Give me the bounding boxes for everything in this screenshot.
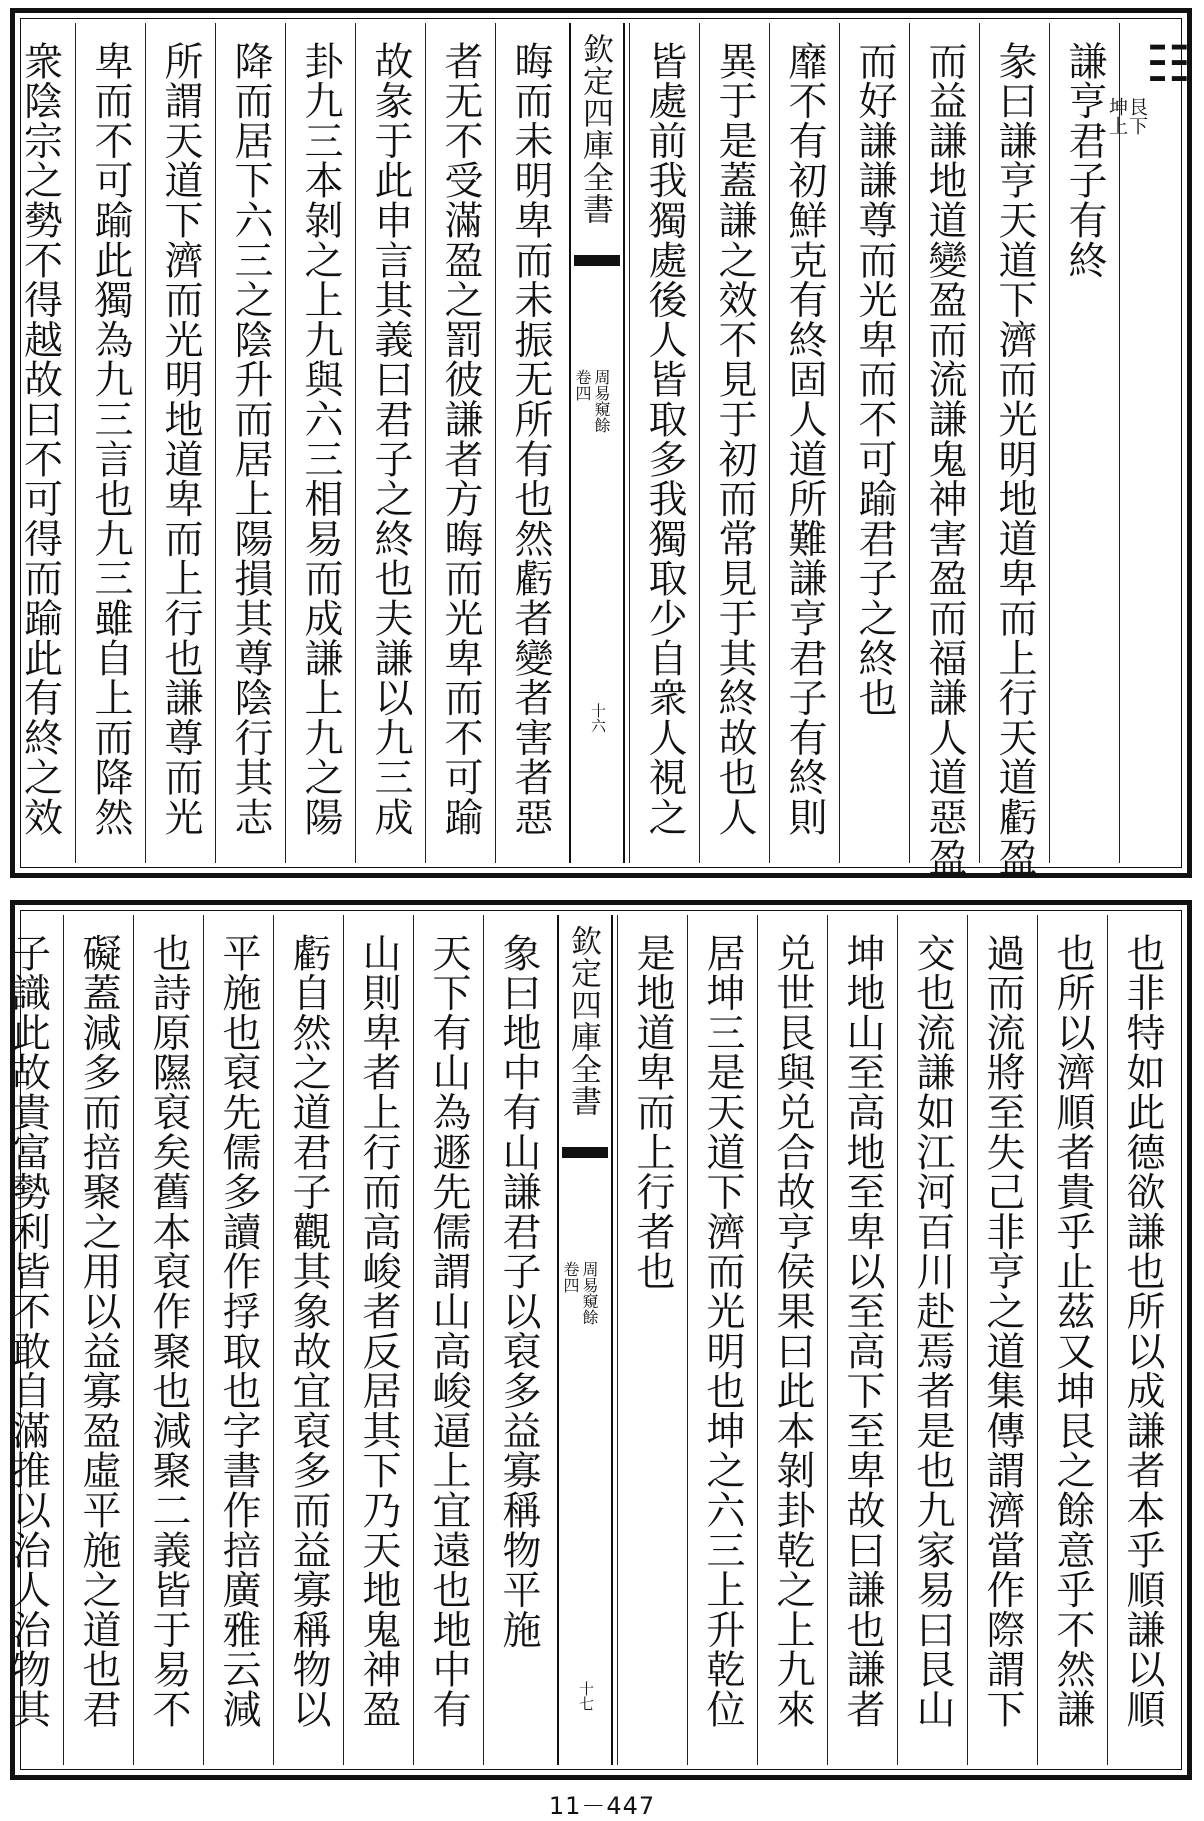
text-line: 晦而未明卑而未振无所有也然虧者變者害者惡 xyxy=(508,41,553,837)
juan-number: 卷四 xyxy=(561,1261,580,1293)
text-column xyxy=(967,915,1037,1765)
text-line: 也詩原隰裒矣舊本裒作聚也減聚二義皆于易不 xyxy=(146,933,191,1729)
text-line: 也非特如此德欲謙也所以成謙者本乎順謙以順 xyxy=(1120,933,1165,1729)
folio-number: 十七 xyxy=(577,1681,595,1711)
hexagram-lower-trigram: 艮下 xyxy=(1126,97,1149,135)
text-line: 居坤三是天道下濟而光明也坤之六三上升乾位 xyxy=(700,933,745,1729)
text-line: 者无不受滿盈之罰彼謙者方晦而光卑而不可踰 xyxy=(438,41,483,837)
text-line: 謙亨君子有終 xyxy=(1062,41,1107,280)
book-title: 欽定四庫全書 xyxy=(577,33,613,225)
text-column xyxy=(0,915,63,1765)
text-line: 所謂天道下濟而光明地道卑而上行也謙尊而光 xyxy=(158,41,203,837)
center-fold-column xyxy=(569,23,625,863)
text-line: 靡不有初鮮克有終固人道所難謙亨君子有終則 xyxy=(782,41,827,837)
text-line: 彖曰謙亨天道下濟而光明地道卑而上行天道虧盈 xyxy=(992,41,1037,877)
text-column xyxy=(133,915,203,1765)
text-column xyxy=(687,915,757,1765)
hexagram-symbol: ☷ xyxy=(1146,35,1191,93)
center-fold-column xyxy=(557,915,613,1765)
text-column xyxy=(699,23,769,863)
hexagram-trigram-note xyxy=(1106,97,1149,135)
text-line: 降而居下六三之陰升而居上陽損其尊陰行其志 xyxy=(228,41,273,837)
text-line: 卦九三本剝之上九與六三相易而成謙上九之陽 xyxy=(298,41,343,837)
page-number: 11－447 xyxy=(548,1792,656,1820)
text-line: 象曰地中有山謙君子以裒多益寡稱物平施 xyxy=(496,933,541,1650)
fish-tail-mark xyxy=(574,255,620,293)
text-line: 而好謙謙尊而光卑而不可踰君子之終也 xyxy=(852,41,897,718)
text-column xyxy=(629,23,699,863)
text-line: 衆陰宗之勢不得越故曰不可得而踰此有終之效 xyxy=(17,41,63,837)
text-column xyxy=(1037,915,1107,1765)
text-column xyxy=(617,915,687,1765)
text-column xyxy=(5,23,75,863)
text-column xyxy=(63,915,133,1765)
text-column xyxy=(425,23,495,863)
work-title: 周易窺餘 xyxy=(580,1261,599,1325)
text-column xyxy=(203,915,273,1765)
work-title: 周易窺餘 xyxy=(592,369,611,433)
text-line: 兑世艮與兑合故亨侯果曰此本剝卦乾之上九來 xyxy=(770,933,815,1729)
text-column xyxy=(285,23,355,863)
text-line: 子識此故貴富勢利皆不敢自滿推以治人治物其 xyxy=(5,933,51,1729)
text-column xyxy=(483,915,553,1765)
text-line: 礙蓋減多而掊聚之用以益寡盈虛平施之道也君 xyxy=(76,933,121,1729)
folio-number: 十六 xyxy=(589,703,607,733)
text-line: 交也流謙如江河百川赴焉者是也九家易曰艮山 xyxy=(910,933,955,1729)
upper-page-columns xyxy=(17,23,1191,877)
text-line: 異于是蓋謙之效不見于初而常見于其終故也人 xyxy=(712,41,757,837)
text-column xyxy=(1049,23,1119,863)
upper-page xyxy=(10,8,1192,878)
text-column xyxy=(897,915,967,1765)
text-line: 平施也裒先儒多讀作捊取也字書作掊廣雅云減 xyxy=(216,933,261,1729)
text-line: 卑而不可踰此獨為九三言也九三雖自上而降然 xyxy=(88,41,133,837)
text-column xyxy=(145,23,215,863)
lower-page xyxy=(5,900,1192,1780)
text-line: 而益謙地道變盈而流謙鬼神害盈而福謙人道惡盈 xyxy=(922,41,967,877)
fish-tail-mark xyxy=(562,1147,608,1185)
hexagram-upper-trigram: 坤上 xyxy=(1106,97,1129,135)
text-column xyxy=(979,23,1049,877)
text-column xyxy=(769,23,839,863)
text-line: 故彖于此申言其義曰君子之終也夫謙以九三成 xyxy=(368,41,413,837)
text-line: 山則卑者上行而高峻者反居其下乃天地鬼神盈 xyxy=(356,933,401,1729)
text-column xyxy=(413,915,483,1765)
text-column xyxy=(215,23,285,863)
lower-page-columns xyxy=(5,915,1177,1765)
text-line: 天下有山為遯先儒謂山高峻逼上宜遠也地中有 xyxy=(426,933,471,1729)
text-line: 坤地山至高地至卑以至高下至卑故曰謙也謙者 xyxy=(840,933,885,1729)
text-column xyxy=(1107,915,1177,1765)
text-line: 是地道卑而上行者也 xyxy=(630,933,675,1292)
text-column xyxy=(495,23,565,863)
text-column xyxy=(909,23,979,877)
text-column xyxy=(355,23,425,863)
text-column xyxy=(273,915,343,1765)
text-column xyxy=(839,23,909,863)
text-column xyxy=(827,915,897,1765)
juan-number: 卷四 xyxy=(573,369,592,401)
text-line: 皆處前我獨處後人皆取多我獨取少自衆人視之 xyxy=(642,41,687,837)
text-column xyxy=(75,23,145,863)
text-line: 也所以濟順者貴乎止茲又坤艮之餘意乎不然謙 xyxy=(1050,933,1095,1729)
text-line: 過而流將至失己非亨之道集傳謂濟當作際謂下 xyxy=(980,933,1025,1729)
book-title: 欽定四庫全書 xyxy=(565,925,601,1117)
text-line: 虧自然之道君子觀其象故宜裒多而益寡稱物以 xyxy=(286,933,331,1729)
hexagram-column xyxy=(1106,23,1191,863)
text-column xyxy=(757,915,827,1765)
text-column xyxy=(343,915,413,1765)
